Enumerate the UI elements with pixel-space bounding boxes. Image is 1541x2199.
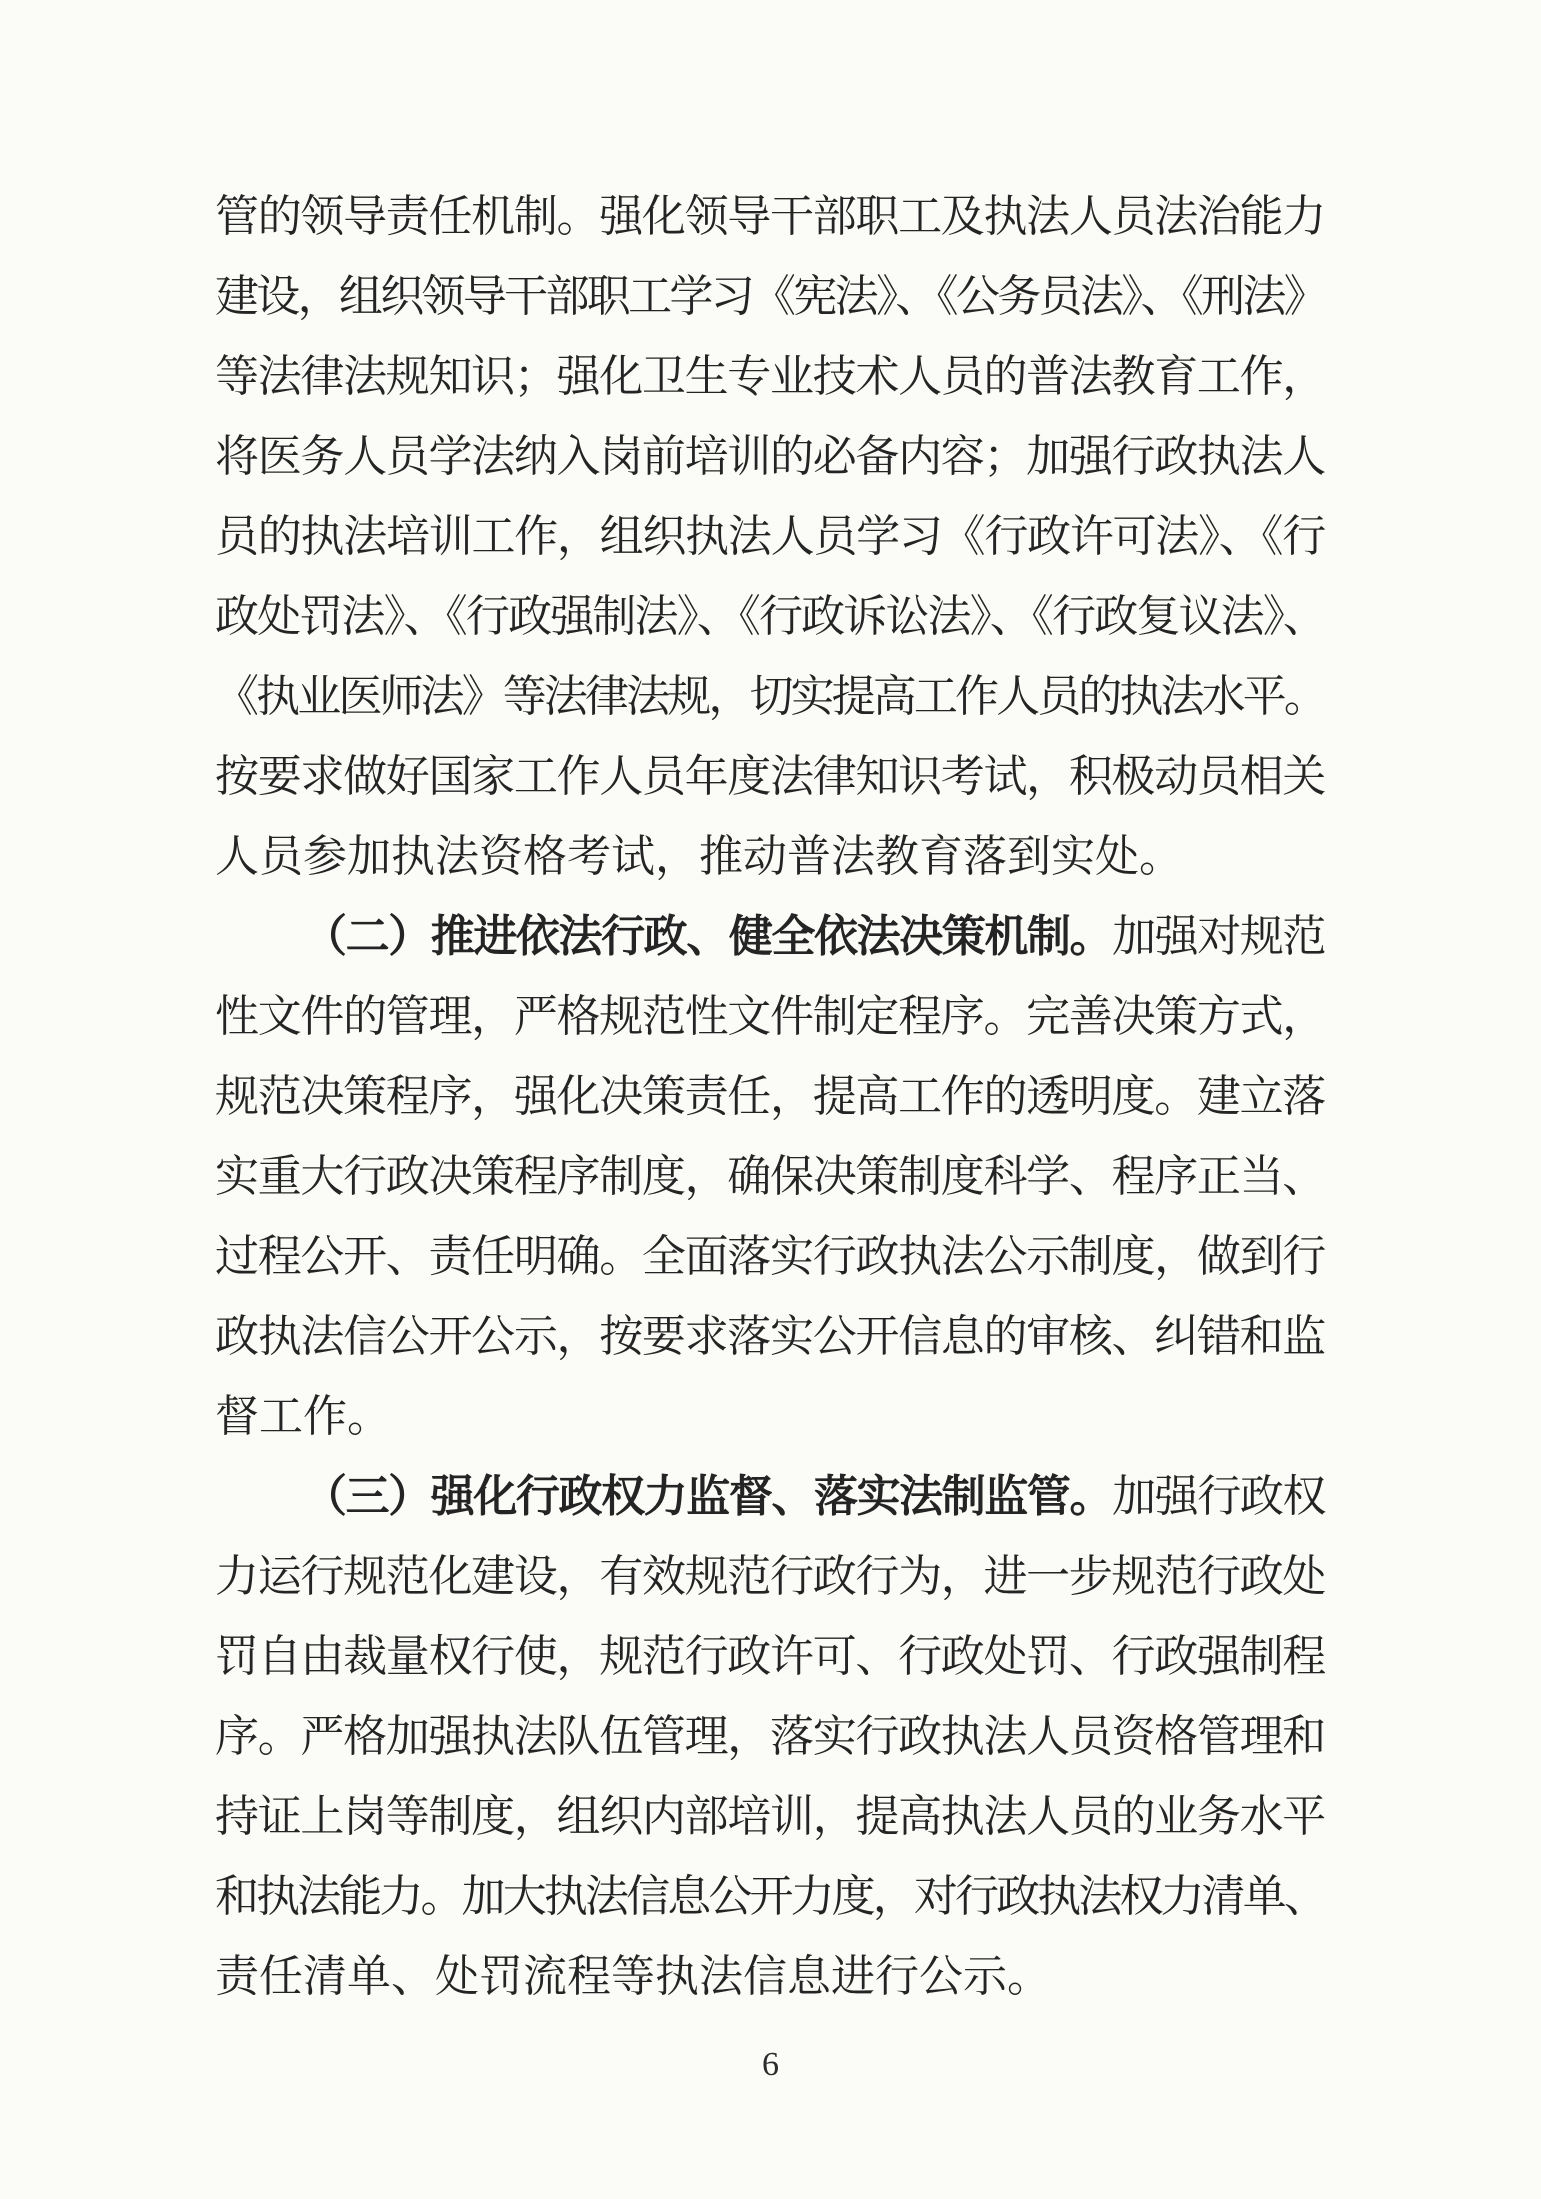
text-line: 性文件的管理，严格规范性文件制定程序。完善决策方式， — [215, 992, 1325, 1041]
text-line: 等法律法规知识；强化卫生专业技术人员的普法教育工作， — [215, 352, 1325, 401]
document-body — [215, 177, 1325, 2017]
text-line: 实重大行政决策程序制度，确保决策制度科学、程序正当、 — [215, 1152, 1325, 1201]
paragraph — [215, 177, 1325, 897]
text-line: 政处罚法》、《行政强制法》、《行政诉讼法》、《行政复议法》、 — [215, 592, 1325, 641]
text-line — [215, 897, 1325, 977]
text-line — [215, 1457, 1325, 1537]
text-line: 过程公开、责任明确。全面落实行政执法公示制度，做到行 — [215, 1232, 1325, 1281]
text-line: 序。严格加强执法队伍管理，落实行政执法人员资格管理和 — [215, 1712, 1325, 1761]
line-text: 加强行政权 — [1112, 1472, 1326, 1521]
text-line: 员的执法培训工作，组织执法人员学习《行政许可法》、《行 — [215, 512, 1325, 561]
text-line: 按要求做好国家工作人员年度法律知识考试，积极动员相关 — [215, 752, 1325, 801]
paragraph — [215, 897, 1325, 1457]
text-line: 规范决策程序，强化决策责任，提高工作的透明度。建立落 — [215, 1072, 1325, 1121]
text-line: 责任清单、处罚流程等执法信息进行公示。 — [215, 1952, 1051, 2001]
text-line: 罚自由裁量权行使，规范行政许可、行政处罚、行政强制程 — [215, 1632, 1325, 1681]
text-line: 将医务人员学法纳入岗前培训的必备内容；加强行政执法人 — [215, 432, 1325, 481]
text-line: 《执业医师法》等法律法规，切实提高工作人员的执法水平。 — [215, 672, 1325, 721]
line-text: 加强对规范 — [1112, 912, 1326, 961]
paragraph — [215, 1457, 1325, 2017]
section-heading: （二）推进依法行政、健全依法决策机制。 — [303, 912, 1113, 961]
text-line: 和执法能力。加大执法信息公开力度，对行政执法权力清单、 — [215, 1872, 1325, 1921]
text-line: 督工作。 — [215, 1392, 391, 1441]
page-number: 6 — [762, 2046, 779, 2083]
text-line: 建设，组织领导干部职工学习《宪法》、《公务员法》、《刑法》 — [215, 272, 1325, 321]
text-line: 力运行规范化建设，有效规范行政行为，进一步规范行政处 — [215, 1552, 1325, 1601]
text-line: 管的领导责任机制。强化领导干部职工及执法人员法治能力 — [215, 192, 1325, 241]
text-line: 政执法信公开公示，按要求落实公开信息的审核、纠错和监 — [215, 1312, 1325, 1361]
text-line: 人员参加执法资格考试，推动普法教育落到实处。 — [215, 832, 1183, 881]
text-line: 持证上岗等制度，组织内部培训，提高执法人员的业务水平 — [215, 1792, 1325, 1841]
section-heading: （三）强化行政权力监督、落实法制监管。 — [303, 1472, 1113, 1521]
